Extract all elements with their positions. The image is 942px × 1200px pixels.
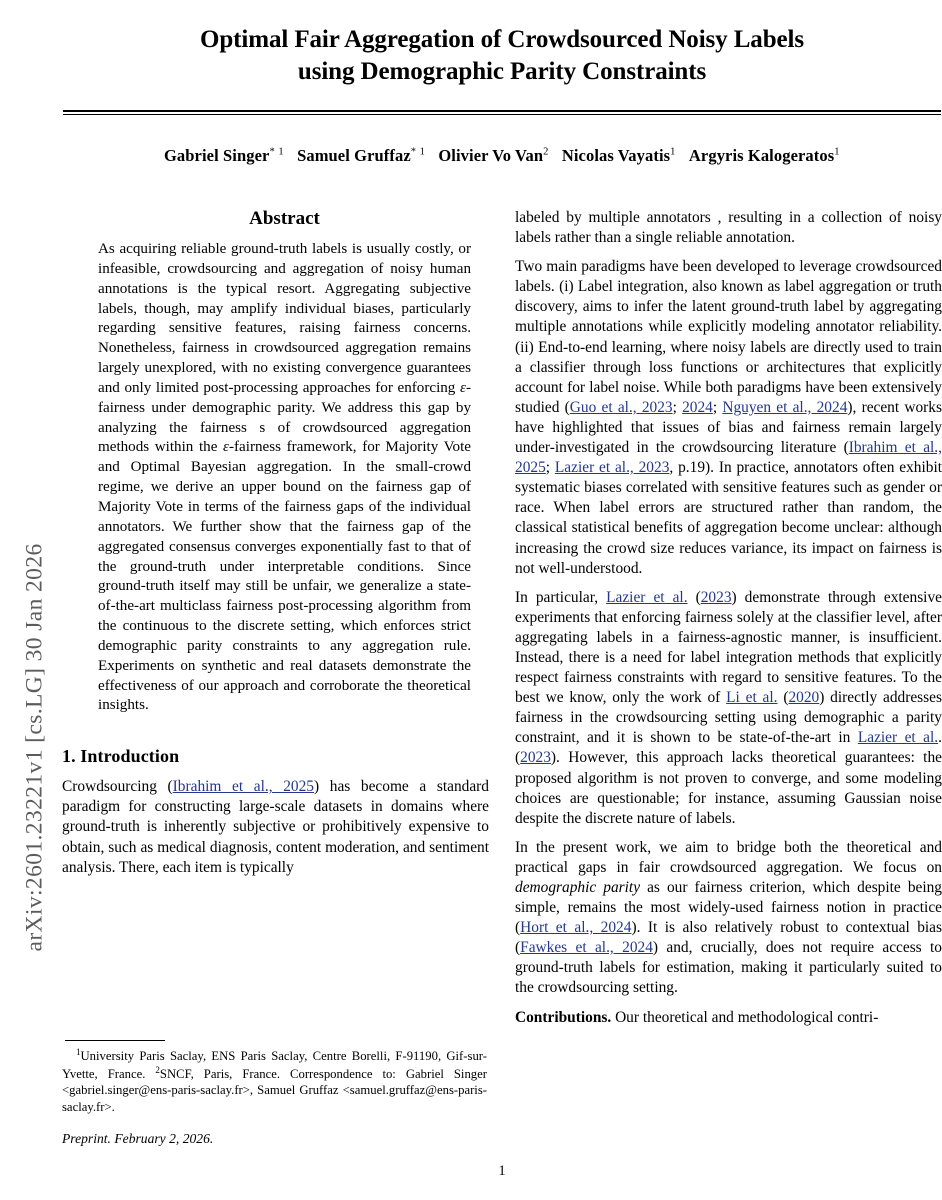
intro-p3-sep-2: ; xyxy=(712,398,723,416)
author-marks-4: 1 xyxy=(670,146,676,158)
citation-link-guo-2023[interactable]: Guo et al., 2023 xyxy=(569,398,673,416)
intro-p5-text-b: as our fairness criterion, which despite being simple, remains the most widely-used fairness notion in practice ( xyxy=(515,879,942,937)
intro-p3-text-b: ), recent works have highlighted that issues of bias and fairness remain largely under-investigated in the crowdsourcing literature ( xyxy=(515,398,942,457)
author-marks-5: 1 xyxy=(834,146,840,158)
citation-link-lazier-2023[interactable]: Lazier et al., 2023 xyxy=(554,459,670,477)
abstract-text-part-2: -fairness under demographic parity. We address this gap by analyzing the fairness s of crowdsourced aggregation methods within the xyxy=(98,379,471,456)
author-name-3: Olivier Vo Van xyxy=(438,145,544,165)
intro-p4-text-a: In particular, xyxy=(515,588,607,606)
author-marks-3: 2 xyxy=(543,146,549,158)
author-name-5: Argyris Kalogeratos xyxy=(688,145,835,165)
footnote-section xyxy=(62,1040,489,1147)
author-name-1: Gabriel Singer xyxy=(164,145,270,165)
citation-link-ibrahim-2025-b[interactable]: Ibrahim et al., 2025 xyxy=(515,439,942,477)
author-marks-2: * 1 xyxy=(410,146,426,158)
citation-link-fawkes-2024[interactable]: Fawkes et al., 2024 xyxy=(520,939,653,957)
citation-link-hort-2024[interactable]: Hort et al., 2024 xyxy=(520,919,632,937)
abstract-paragraph xyxy=(98,240,471,716)
paper-page xyxy=(62,0,942,1200)
intro-p4-text-c: ( xyxy=(777,689,789,707)
abstract-text-part-3: -fairness framework, for Majority Vote and Optimal Bayesian aggregation. In the small-crowd regime, we derive an upper bound on the fairness gap of Majority Vote in terms of the fairness gaps of the individual annotators. We further show that the fairness gap of the aggregated consensus converges exponentially fast to that of the ground-truth under interpretable conditions. Since ground-truth itself may still be unfair, we generalize a state-of-the-art multiclass fairness post-processing algorithm from the continuous to the discrete setting, which enforces strict demographic parity constraints to any aggregation rule. Experiments on synthetic and real datasets demonstrate the effectiveness of our approach and corroborate the theoretical insights. xyxy=(98,439,471,714)
author-entry-4 xyxy=(562,146,676,165)
author-marks-1: * 1 xyxy=(269,146,285,158)
intro-p3-sep-3: ; xyxy=(545,459,555,477)
intro-p1-text-b: ) has become a standard paradigm for constructing large-scale datasets in domains where ground-truth is inherently subjective or prohibitively expensive to obtain, such as medical diagnosis, content moderation, and sentiment analysis. There, each item is typically xyxy=(62,778,490,876)
author-list xyxy=(62,146,942,166)
intro-p4-text-b: ) demonstrate through extensive experiments that enforcing fairness solely at the classifier level, after aggregating labels in a fairness-agnostic manner, is insufficient. Instead, there is a need for label integration methods that explicitly respect fairness constraints with regard to sensitive features. To the best we know, only the work of xyxy=(515,588,942,707)
citation-link-lazier-author[interactable]: Lazier et al. xyxy=(606,588,688,606)
intro-paragraph-2: labeled by multiple annotators , resulting in a collection of noisy labels rather than a single reliable annotation. xyxy=(515,209,942,247)
epsilon-symbol-1: ε xyxy=(460,379,466,396)
epsilon-symbol-2: ε xyxy=(223,439,229,456)
intro-p1-text-a: Crowdsourcing ( xyxy=(62,778,173,796)
citation-link-nguyen-2024[interactable]: Nguyen et al., 2024 xyxy=(722,398,848,416)
intro-p3-text-c: , p.19). In practice, annotators often exhibit systematic biases correlated with sensitive features such as gender or race. When label errors are structured rather than random, the classical statistical benefits of aggregation become unclear: although increasing the crowd size reduces variance, its impact on fairness is not well-understood. xyxy=(515,459,942,577)
intro-p4-text-f: ). However, this approach lacks theoretical guarantees: the proposed algorithm is not proven to converge, and some modeling choices are questionable; for instance, assuming Gaussian noise despite the discrete nature of labels. xyxy=(515,749,942,827)
footnote-divider xyxy=(65,1040,165,1041)
citation-link-lazier-year-2[interactable]: 2023 xyxy=(520,749,551,767)
contributions-text: Our theoretical and methodological contri- xyxy=(611,1008,879,1026)
intro-paragraph-4 xyxy=(515,588,942,829)
abstract-section xyxy=(62,208,489,716)
arxiv-identifier-text: arXiv:2601.23221v1 [cs.LG] 30 Jan 2026 xyxy=(21,543,48,952)
intro-p5-text-c: ). It is also relatively robust to contextual bias ( xyxy=(515,919,942,957)
citation-link-guo-2024[interactable]: 2024 xyxy=(682,398,713,416)
affiliation-footnote xyxy=(62,1047,489,1115)
contributions-paragraph xyxy=(515,1008,942,1028)
footnote-marker-2: 2 xyxy=(155,1064,160,1075)
citation-link-li-year[interactable]: 2020 xyxy=(788,689,820,707)
arxiv-identifier-stamp xyxy=(0,0,62,1200)
footnote-text-1: University Paris Saclay, ENS Paris Saclay, Centre Borelli, F-91190, Gif-sur-Yvette, France. xyxy=(62,1049,487,1081)
preprint-notice: Preprint. February 2, 2026. xyxy=(62,1131,214,1147)
author-name-4: Nicolas Vayatis xyxy=(561,145,671,165)
intro-p5-text-a: In the present work, we aim to bridge both the theoretical and practical gaps in fair crowdsourced aggregation. We focus on xyxy=(515,838,942,876)
title-line-1: Optimal Fair Aggregation of Crowdsourced Noisy Labels xyxy=(200,26,804,53)
page-title xyxy=(62,0,942,87)
author-entry-3 xyxy=(438,146,548,165)
author-name-2: Samuel Gruffaz xyxy=(297,145,411,165)
author-entry-2 xyxy=(297,146,425,165)
author-entry-1 xyxy=(164,146,284,165)
author-entry-5 xyxy=(689,146,840,165)
intro-p3-text-a: Two main paradigms have been developed to leverage crowdsourced labels. (i) Label integration, also known as label aggregation or truth discovery, aims to infer the latent ground-truth label by aggregating multiple annotations while explicitly modeling annotator reliability. (ii) End-to-end learning, where noisy labels are directly used to train a classifier through loss functions or architectures that explicitly account for label noise. While both paradigms have been extensively studied ( xyxy=(515,258,942,416)
right-column xyxy=(515,208,942,1037)
footnote-marker-1: 1 xyxy=(76,1047,81,1057)
contributions-runin-heading: Contributions. xyxy=(515,1008,612,1026)
intro-p4-text-d: ) directly addresses fairness in the crowdsourcing setting using demographic a parity constraint, and it is shown to be state-of-the-art in xyxy=(515,689,942,747)
left-column xyxy=(62,208,490,1147)
emphasis-demographic-parity: demographic parity xyxy=(515,879,641,896)
abstract-text-part-1: As acquiring reliable ground-truth labels is usually costly, or infeasible, crowdsourcing and aggregation of noisy human annotations is the typical resort. Aggregating subjective labels, though, may amplify individual biases, particularly regarding sensitive features, raising fairness concerns. Nonetheless, fairness in crowdsourced aggregation remains largely unexplored, with no existing convergence guarantees and only limited post-processing approaches for enforcing xyxy=(98,241,471,396)
intro-paragraph-5 xyxy=(515,838,942,999)
section-heading-introduction: 1. Introduction xyxy=(62,746,180,767)
citation-link-lazier-author-2[interactable]: Lazier et al. xyxy=(857,729,939,747)
intro-paragraph-1 xyxy=(62,777,489,877)
citation-link-ibrahim-2025[interactable]: Ibrahim et al., 2025 xyxy=(172,778,314,796)
citation-link-lazier-year[interactable]: 2023 xyxy=(700,588,732,606)
title-line-2: using Demographic Parity Constraints xyxy=(297,57,707,85)
intro-p3-sep-1: ; xyxy=(672,398,683,416)
intro-p4-text-e: . ( xyxy=(515,729,942,767)
intro-p4-text-a2: ( xyxy=(687,588,701,606)
footnote-text-2: SNCF, Paris, France. Correspondence to: Gabriel Singer <gabriel.singer@ens-paris-saclay.fr>, Samuel Gruffaz <samuel.gruffaz@ens-paris-saclay.fr>. xyxy=(62,1066,487,1114)
header-rule xyxy=(63,110,941,115)
intro-p5-text-d: ) and, crucially, does not require access to ground-truth labels for estimation, making it particularly suited to the crowdsourcing setting. xyxy=(515,939,942,997)
page-number: 1 xyxy=(498,1163,506,1179)
intro-paragraph-3 xyxy=(515,257,942,579)
citation-link-li-author[interactable]: Li et al. xyxy=(726,689,778,707)
abstract-heading: Abstract xyxy=(249,208,320,229)
